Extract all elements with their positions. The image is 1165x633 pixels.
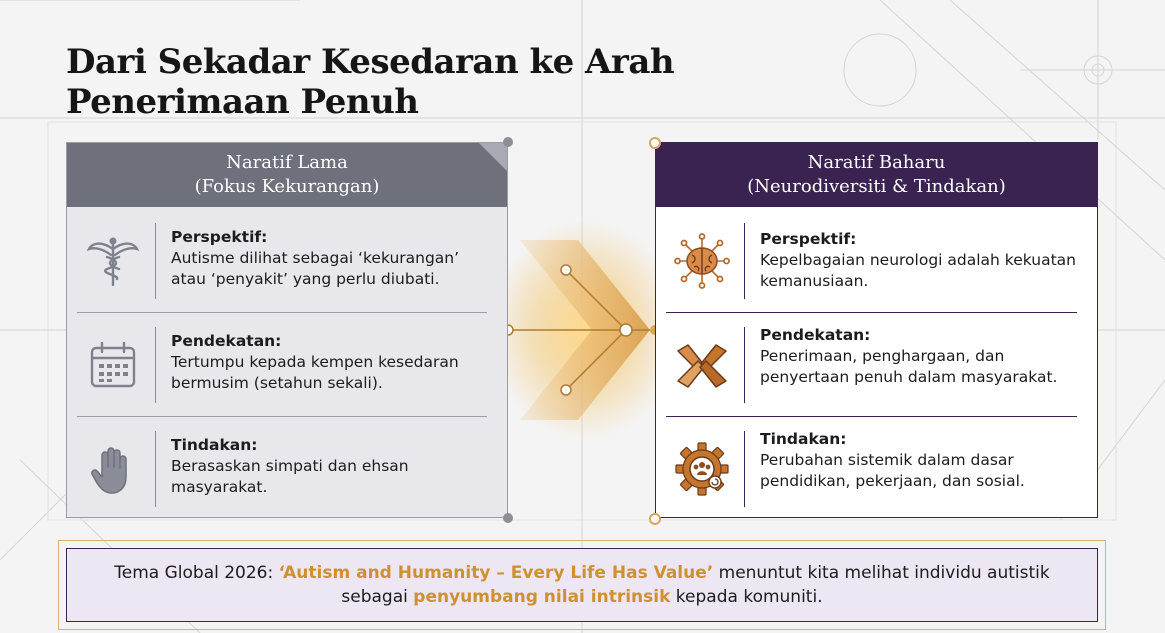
new-row-approach — [656, 313, 1097, 417]
corner-dot — [649, 137, 661, 149]
banner-highlight: penyumbang nilai intrinsik — [413, 587, 671, 607]
old-approach-label: Pendekatan: — [171, 332, 282, 350]
corner-dot — [503, 513, 513, 523]
new-header-title: Naratif Baharu — [807, 152, 946, 173]
row-divider — [155, 223, 156, 299]
page-title — [66, 42, 674, 122]
old-approach-text: Tertumpu kepada kempen kesedaran bermusim (setahun sekali). — [171, 353, 459, 392]
banner-prefix: Tema Global 2026: — [114, 563, 279, 583]
new-action-text: Perubahan sistemik dalam dasar pendidikan, pekerjaan, dan sosial. — [760, 451, 1025, 490]
old-action-label: Tindakan: — [171, 436, 258, 454]
banner-line-2 — [67, 585, 1097, 609]
row-divider — [155, 431, 156, 507]
corner-dot — [503, 137, 513, 147]
new-perspective-text: Kepelbagaian neurologi adalah kekuatan kemanusiaan. — [760, 251, 1076, 290]
new-approach-text: Penerimaan, penghargaan, dan penyertaan penuh dalam masyarakat. — [760, 347, 1058, 386]
joined-hands-icon — [674, 337, 730, 393]
calendar-icon — [85, 337, 141, 393]
banner-theme: ‘Autism and Humanity – Every Life Has Value’ — [278, 563, 714, 583]
banner-line2-prefix: sebagai — [341, 587, 414, 607]
old-row-perspective — [67, 209, 507, 313]
old-perspective-label: Perspektif: — [171, 228, 268, 246]
corner-dot — [649, 513, 661, 525]
new-narrative-header — [656, 143, 1097, 207]
row-divider — [744, 327, 745, 403]
gear-people-icon — [674, 441, 730, 497]
old-row-approach — [67, 313, 507, 417]
old-header-subtitle: (Fokus Kekurangan) — [194, 176, 380, 197]
brain-network-icon — [674, 233, 730, 289]
old-action-text: Berasaskan simpati dan ehsan masyarakat. — [171, 457, 409, 496]
row-divider — [744, 223, 745, 299]
new-approach-label: Pendekatan: — [760, 326, 871, 344]
old-narrative-header — [67, 143, 507, 207]
old-narrative-panel — [66, 142, 508, 518]
caduceus-icon — [85, 233, 141, 289]
banner-line-1 — [67, 561, 1097, 585]
global-theme-banner — [66, 548, 1098, 622]
title-line-1: Dari Sekadar Kesedaran ke Arah — [66, 42, 675, 82]
title-line-2: Penerimaan Penuh — [66, 82, 419, 122]
old-row-action — [67, 417, 507, 521]
banner-suffix: kepada komuniti. — [670, 587, 823, 607]
new-perspective-label: Perspektif: — [760, 230, 857, 248]
hand-icon — [85, 441, 141, 497]
old-perspective-text: Autisme dilihat sebagai ‘kekurangan’ atau ‘penyakit’ yang perlu diubati. — [171, 249, 460, 288]
new-header-subtitle: (Neurodiversiti & Tindakan) — [747, 176, 1006, 197]
banner-middle: menuntut kita melihat individu autistik — [713, 563, 1050, 583]
new-action-label: Tindakan: — [760, 430, 847, 448]
old-header-title: Naratif Lama — [226, 152, 348, 173]
new-narrative-panel — [655, 142, 1098, 518]
row-divider — [155, 327, 156, 403]
row-divider — [744, 431, 745, 507]
new-row-perspective — [656, 209, 1097, 313]
new-row-action — [656, 417, 1097, 521]
